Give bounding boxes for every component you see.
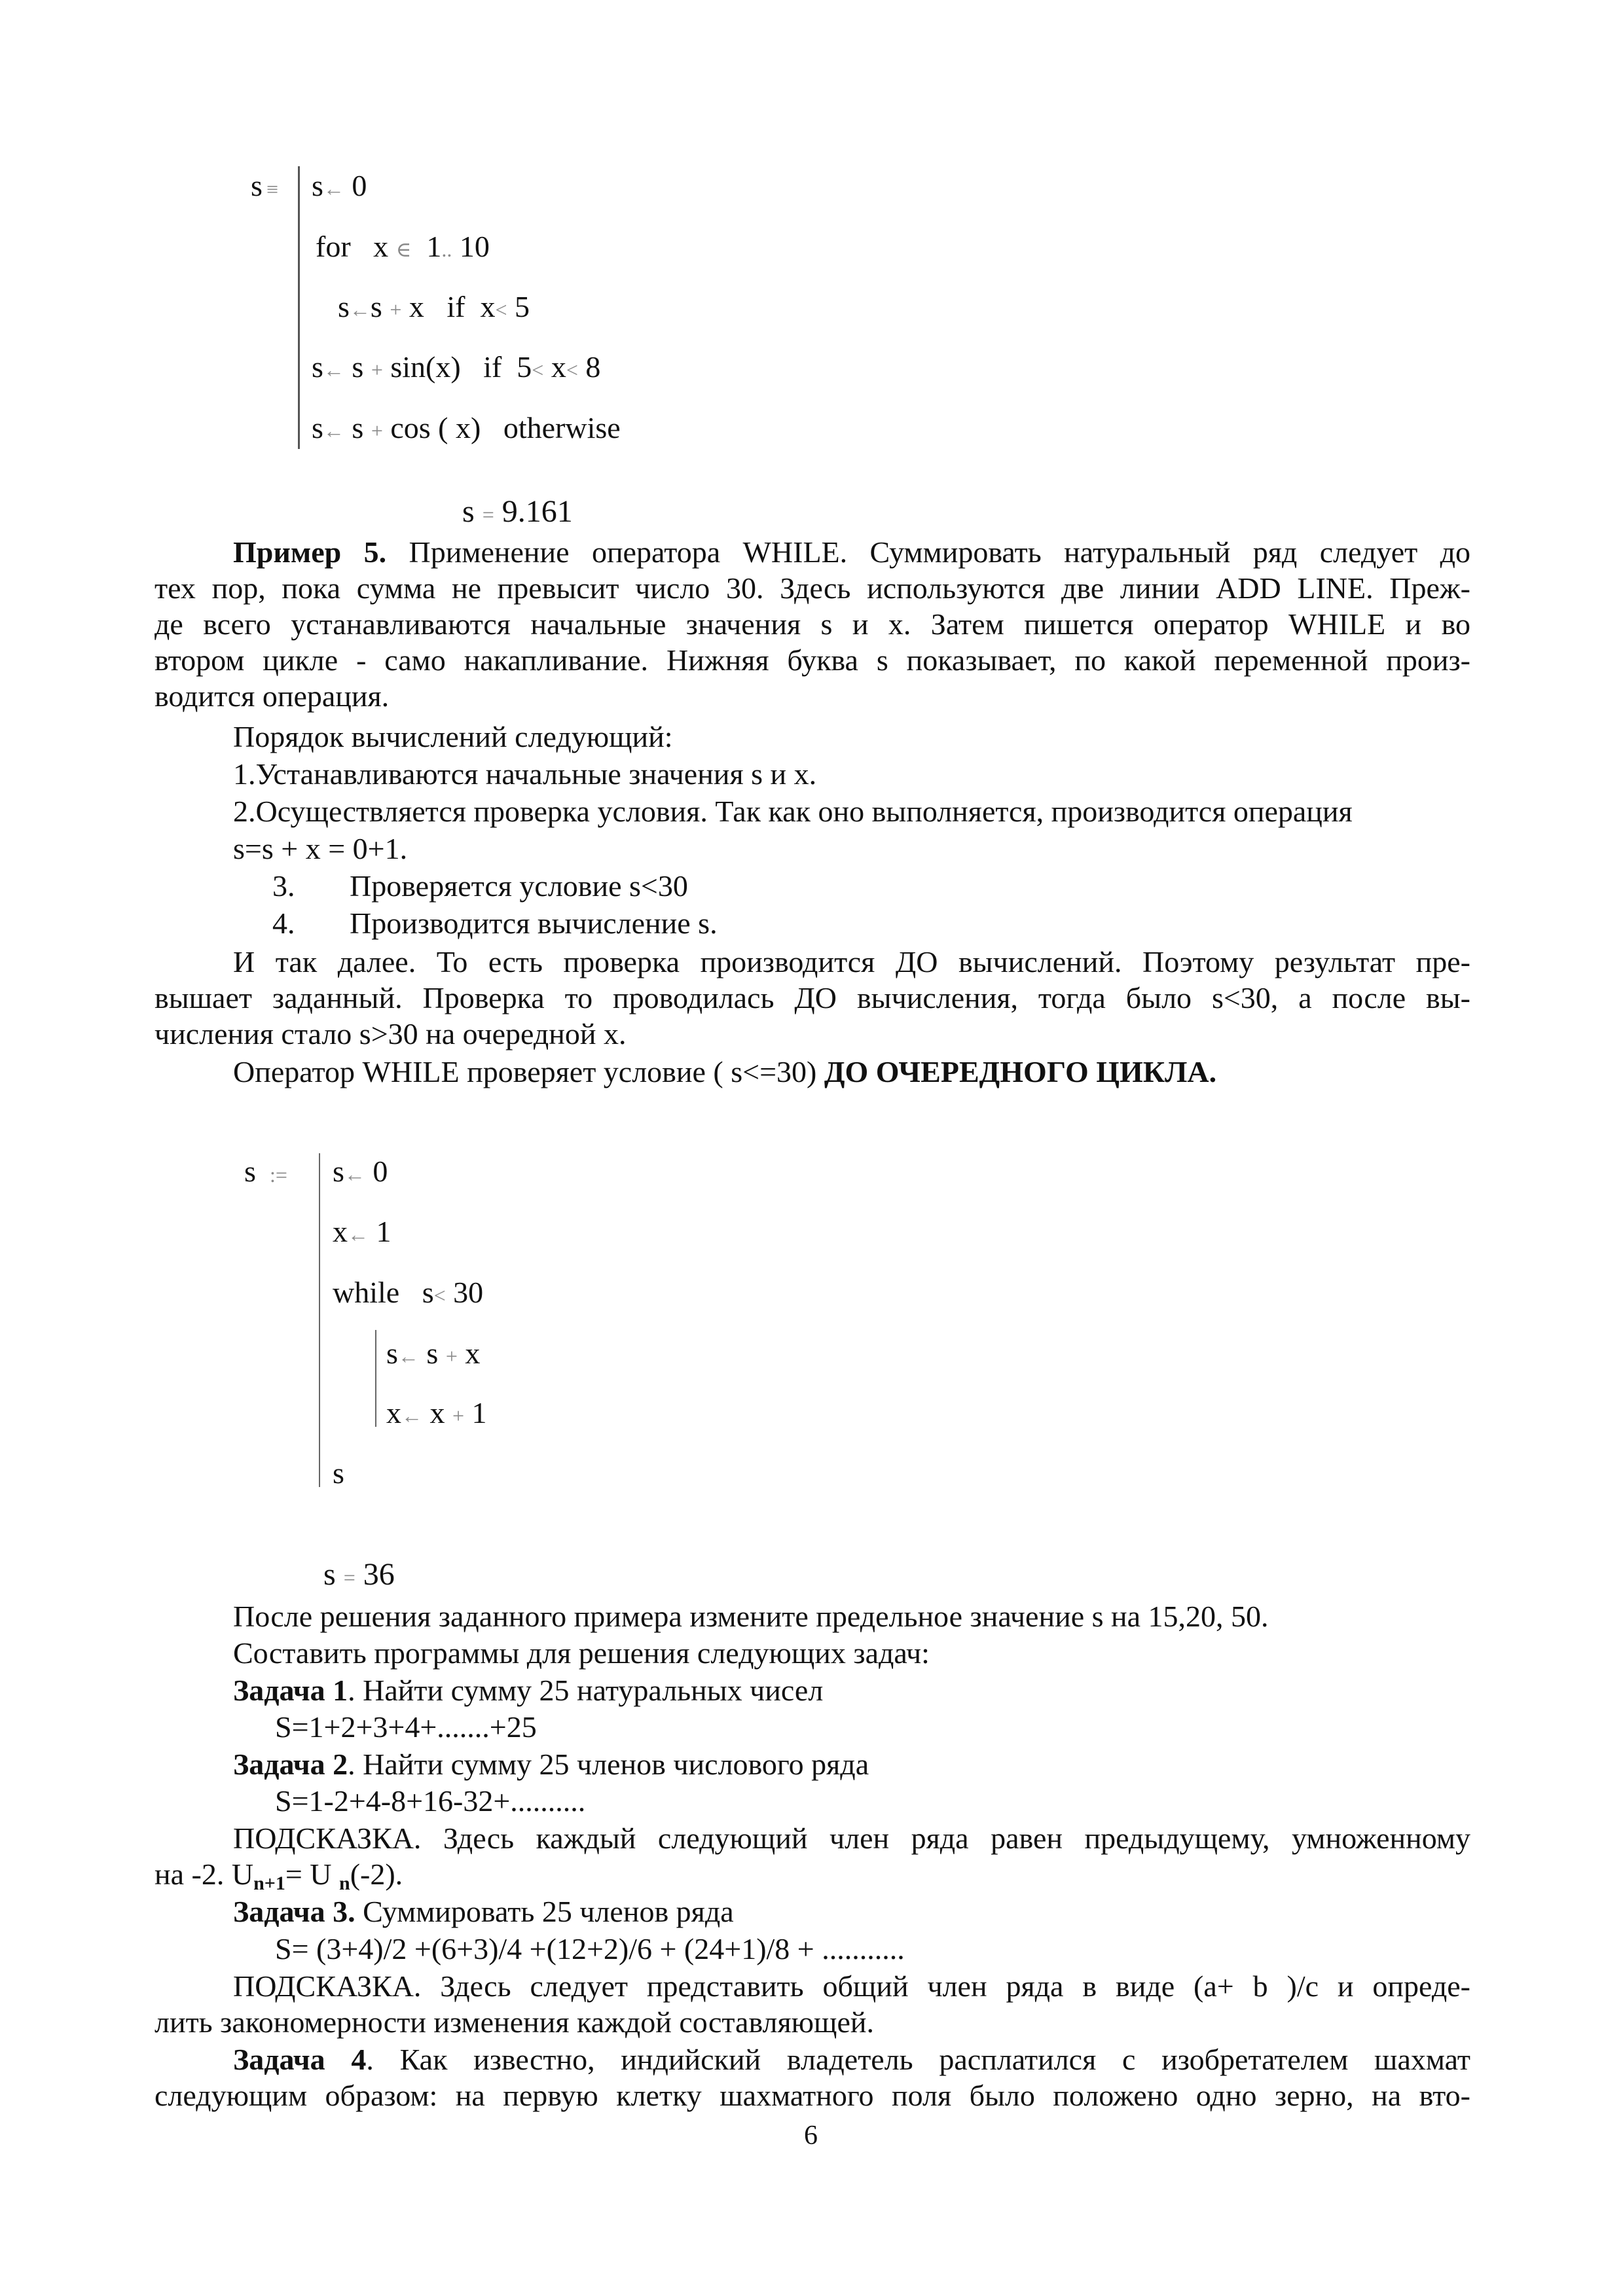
example5-line-2: тех пор, пока сумма не превысит число 30. Здесь используются две линии ADD LINE. Преж- xyxy=(155,571,1470,605)
program-bracket xyxy=(298,166,300,449)
program-line-increment: x← x + 1 xyxy=(386,1396,487,1429)
task1-formula: S=1+2+3+4+.......+25 xyxy=(275,1710,537,1744)
task2-heading: Задача 2. Найти сумму 25 членов числового ряда xyxy=(233,1748,869,1781)
while-note: Оператор WHILE проверяет условие ( s<=30) ДО ОЧЕРЕДНОГО ЦИКЛА. xyxy=(233,1055,1217,1088)
inner-loop-bracket xyxy=(375,1330,376,1427)
after-line-1: После решения заданного примера измените предельное значение s на 15,20, 50. xyxy=(233,1600,1269,1633)
andso-line-2: вышает заданный. Проверка то проводилась ДО вычисления, тогда было s<30, а после вы- xyxy=(155,981,1470,1014)
hint1-line-1: ПОДСКАЗКА. Здесь каждый следующий член ряда равен предыдущему, умноженному xyxy=(233,1821,1470,1855)
hint2-line-2: лить закономерности изменения каждой составляющей. xyxy=(155,2005,874,2039)
order-step-3: Проверяется условие s<30 xyxy=(350,869,688,903)
program-line-while: while s< 30 xyxy=(333,1276,484,1309)
program-result: s = 36 xyxy=(323,1557,395,1592)
example5-line-3: де всего устанавливаются начальные значения s и x. Затем пишется оператор WHILE и во xyxy=(155,607,1470,641)
task4-line-2: следующим образом: на первую клетку шахматного поля было положено одно зерно, на вто- xyxy=(155,2079,1470,2112)
program-result: s = 9.161 xyxy=(462,494,573,529)
program-assign-operator: ≡ xyxy=(266,177,279,201)
task2-formula: S=1-2+4-8+16-32+.......... xyxy=(275,1784,586,1818)
program-assign-var: s xyxy=(251,169,263,202)
task3-heading: Задача 3. Суммировать 25 членов ряда xyxy=(233,1895,734,1928)
program-line-otherwise: s← s + cos ( x) otherwise xyxy=(312,411,621,444)
order-step-4: Производится вычисление s. xyxy=(350,906,718,940)
order-step-2: 2.Осуществляется проверка условия. Так как оно выполняется, производится операция xyxy=(233,795,1353,828)
order-step-3-num: 3. xyxy=(272,869,295,903)
task1-heading: Задача 1. Найти сумму 25 натуральных чисел xyxy=(233,1674,824,1707)
task3-formula: S= (3+4)/2 +(6+3)/4 +(12+2)/6 + (24+1)/8 + ........... xyxy=(275,1932,905,1965)
program-line-init-x: x← 1 xyxy=(333,1215,392,1248)
program-line-init-s: s← 0 xyxy=(333,1155,388,1188)
program-line-accumulate: s← s + x xyxy=(386,1336,481,1370)
order-heading: Порядок вычислений следующий: xyxy=(233,720,673,753)
program-assign-operator: := xyxy=(270,1163,287,1187)
order-step-2-formula: s=s + x = 0+1. xyxy=(233,832,408,865)
after-line-2: Составить программы для решения следующих задач: xyxy=(233,1636,930,1670)
andso-line-1: И так далее. То есть проверка производится ДО вычислений. Поэтому результат пре- xyxy=(233,945,1470,978)
program-assign-var: s xyxy=(244,1155,256,1188)
program-bracket xyxy=(319,1153,320,1487)
hint1-line-2: на -2. $U_{n+1}= U$ $_n$(-2). xyxy=(155,1857,403,1894)
example5-line-4: втором цикле - само накапливание. Нижняя буква s показывает, по какой переменной произ- xyxy=(155,643,1470,677)
hint2-line-1: ПОДСКАЗКА. Здесь следует представить общий член ряда в виде (a+ b )/c и опреде- xyxy=(233,1969,1470,2003)
program-line-for: for x ∈ 1.. 10 xyxy=(316,230,490,263)
example5-line-1: Пример 5. Применение оператора WHILE. Суммировать натуральный ряд следует до xyxy=(233,535,1471,569)
andso-line-3: числения стало s>30 на очередной x. xyxy=(155,1017,627,1050)
program-line-if-1: s←s + x if x< 5 xyxy=(338,290,530,323)
program-line-return: s xyxy=(333,1456,344,1490)
program-line-if-2: s← s + sin(x) if 5< x< 8 xyxy=(312,350,601,384)
order-step-1: 1.Устанавливаются начальные значения s и x. xyxy=(233,757,817,791)
program-line-init: s← 0 xyxy=(312,169,367,202)
page-number: 6 xyxy=(804,2121,818,2151)
example5-line-5: водится операция. xyxy=(155,679,390,713)
task4-line-1: Задача 4. Как известно, индийский владетель расплатился с изобретателем шахмат xyxy=(233,2043,1471,2076)
order-step-4-num: 4. xyxy=(272,906,295,940)
